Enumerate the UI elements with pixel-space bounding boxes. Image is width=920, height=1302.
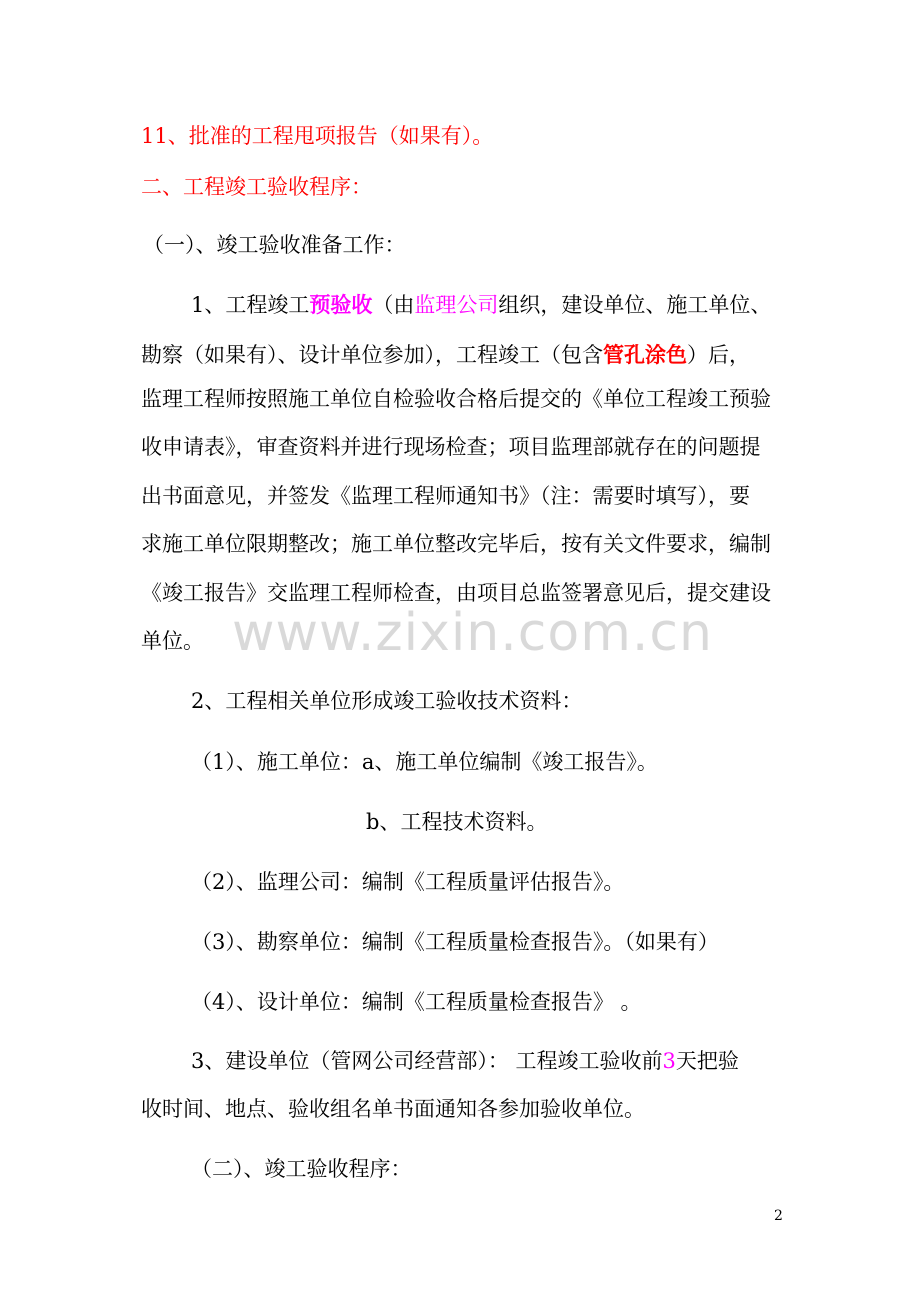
para1-line-5: 出书面意见，并签发《监理工程师通知书》（注：需要时填写），要 bbox=[141, 484, 750, 508]
para1-line-1: 1、工程竣工预验收（由监理公司组织，建设单位、施工单位、 bbox=[191, 292, 772, 317]
highlight-pre-acceptance: 预验收 bbox=[309, 292, 373, 317]
para1-line-8: 单位。 bbox=[141, 629, 204, 653]
para3-line-2: 收时间、地点、验收组名单书面通知各参加验收单位。 bbox=[141, 1097, 645, 1121]
watermark: www.zixin.com.cn bbox=[232, 603, 713, 663]
page-number: 2 bbox=[774, 1208, 783, 1224]
heading-section-2: 二、工程竣工验收程序： bbox=[141, 175, 372, 199]
subsection-2-heading: （二）、竣工验收程序： bbox=[191, 1157, 412, 1181]
para3-line-1: 3、建设单位（管网公司经营部）： 工程竣工验收前3天把验 bbox=[191, 1049, 739, 1073]
para1-line-6: 求施工单位限期整改；施工单位整改完毕后，按有关文件要求，编制 bbox=[141, 532, 771, 556]
list-item-1b: b、工程技术资料。 bbox=[366, 810, 548, 834]
list-item-2: （2）、监理公司：编制《工程质量评估报告》。 bbox=[191, 870, 625, 894]
list-item-4: （4）、设计单位：编制《工程质量检查报告》 。 bbox=[191, 990, 642, 1014]
paragraph-2: 2、工程相关单位形成竣工验收技术资料： bbox=[191, 689, 583, 713]
highlight-pipe-coloring: 管孔涂色 bbox=[603, 342, 687, 367]
para1-line-4: 收申请表》，审查资料并进行现场检查；项目监理部就存在的问题提 bbox=[141, 435, 761, 459]
list-item-3: （3）、勘察单位：编制《工程质量检查报告》。（如果有） bbox=[191, 930, 719, 954]
heading-item-11: 11、批准的工程甩项报告（如果有）。 bbox=[141, 124, 494, 148]
para1-line-7: 《竣工报告》交监理工程师检查，由项目总监签署意见后，提交建设 bbox=[141, 581, 771, 605]
highlight-days-number: 3 bbox=[662, 1049, 676, 1073]
highlight-supervision-company: 监理公司 bbox=[414, 293, 499, 317]
subsection-1-heading: （一）、竣工验收准备工作： bbox=[143, 233, 406, 257]
para1-line-2: 勘察（如果有）、设计单位参加），工程竣工（包含管孔涂色）后， bbox=[141, 342, 750, 367]
list-item-1a: （1）、施工单位：a、施工单位编制《竣工报告》。 bbox=[191, 750, 658, 774]
para1-line-3: 监理工程师按照施工单位自检验收合格后提交的《单位工程竣工预验 bbox=[141, 387, 771, 411]
